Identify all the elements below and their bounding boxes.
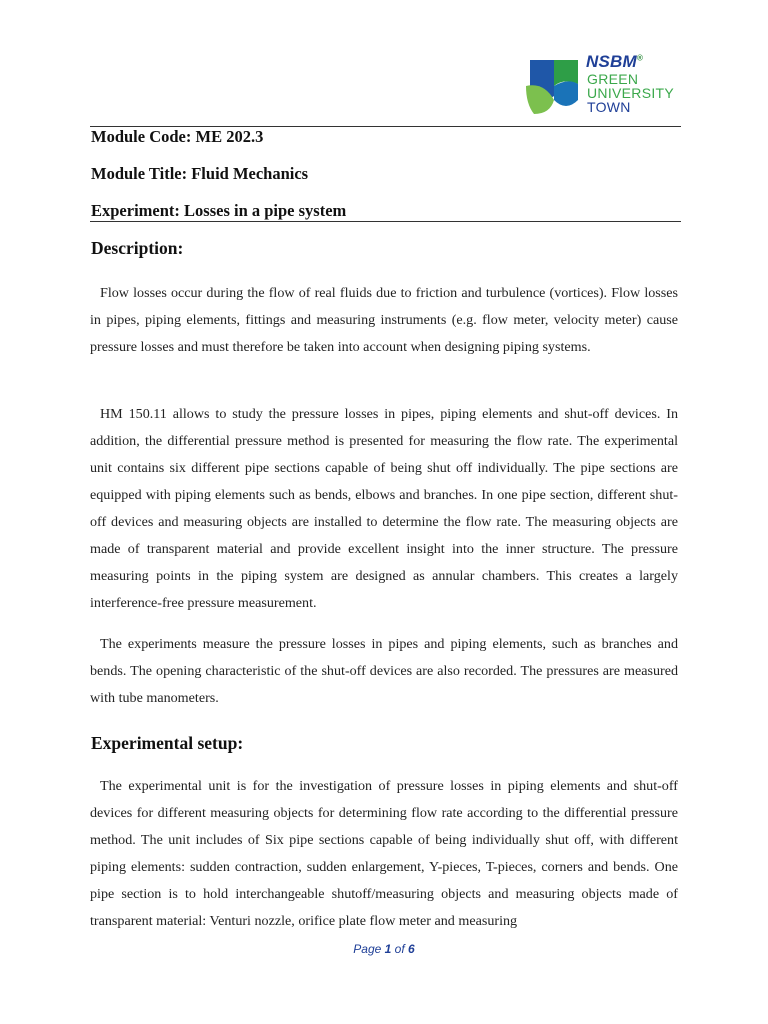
experiment-title: Experiment: Losses in a pipe system <box>91 201 347 220</box>
description-paragraph: HM 150.11 allows to study the pressure losses in pipes, piping elements and shut-off devices. In addition, the differential pressure method is presented for measuring the flow rate. The experimental unit contains six different pipe sections capable of being shut off individually. The pipe sections are equipped with piping elements such as bends, elbows and branches. In one pipe section, different shut-off devices and measuring objects are installed to determine the flow rate. The measuring objects are made of transparent material and provide excellent insight into the inner structure. The pressure measuring points in the piping system are designed as annular chambers. This creates a largely interference-free pressure measurement. <box>90 406 678 611</box>
logo-brand: NSBM® <box>586 52 643 71</box>
module-code: Module Code: ME 202.3 <box>91 127 264 146</box>
description-paragraph: The experiments measure the pressure losses in pipes and piping elements, such as branches and bends. The opening characteristic of the shut-off devices are also recorded. The pressures are measured with tube manometers. <box>90 636 678 706</box>
logo-line-town: TOWN <box>587 99 631 115</box>
leaf-logo-icon <box>524 56 584 118</box>
logo-line-green: GREEN <box>587 71 639 87</box>
module-title: Module Title: Fluid Mechanics <box>91 164 309 183</box>
description-heading: Description: <box>91 238 184 258</box>
university-logo <box>524 52 684 120</box>
logo-line-university: UNIVERSITY <box>587 85 675 101</box>
description-paragraph: Flow losses occur during the flow of real fluids due to friction and turbulence (vortices). Flow losses in pipes, piping elements, fittings and measuring instruments (e.g. flow meter, velocity meter) cause pressure losses and must therefore be taken into account when designing piping systems. <box>90 285 678 355</box>
setup-heading: Experimental setup: <box>91 733 244 753</box>
header-bottom-rule <box>90 221 681 222</box>
setup-paragraph: The experimental unit is for the investigation of pressure losses in piping elements and shut-off devices for different measuring objects for determining flow rate according to the differential pressure method. The unit includes of Six pipe sections capable of being individually shut off, with different piping elements: sudden contraction, sudden enlargement, Y-pieces, T-pieces, corners and bends. One pipe section is to hold interchangeable shutoff/measuring objects and measuring objects made of transparent material: Venturi nozzle, orifice plate flow meter and measuring <box>90 778 678 929</box>
page-number-footer: Page 1 of 6 <box>353 942 415 956</box>
